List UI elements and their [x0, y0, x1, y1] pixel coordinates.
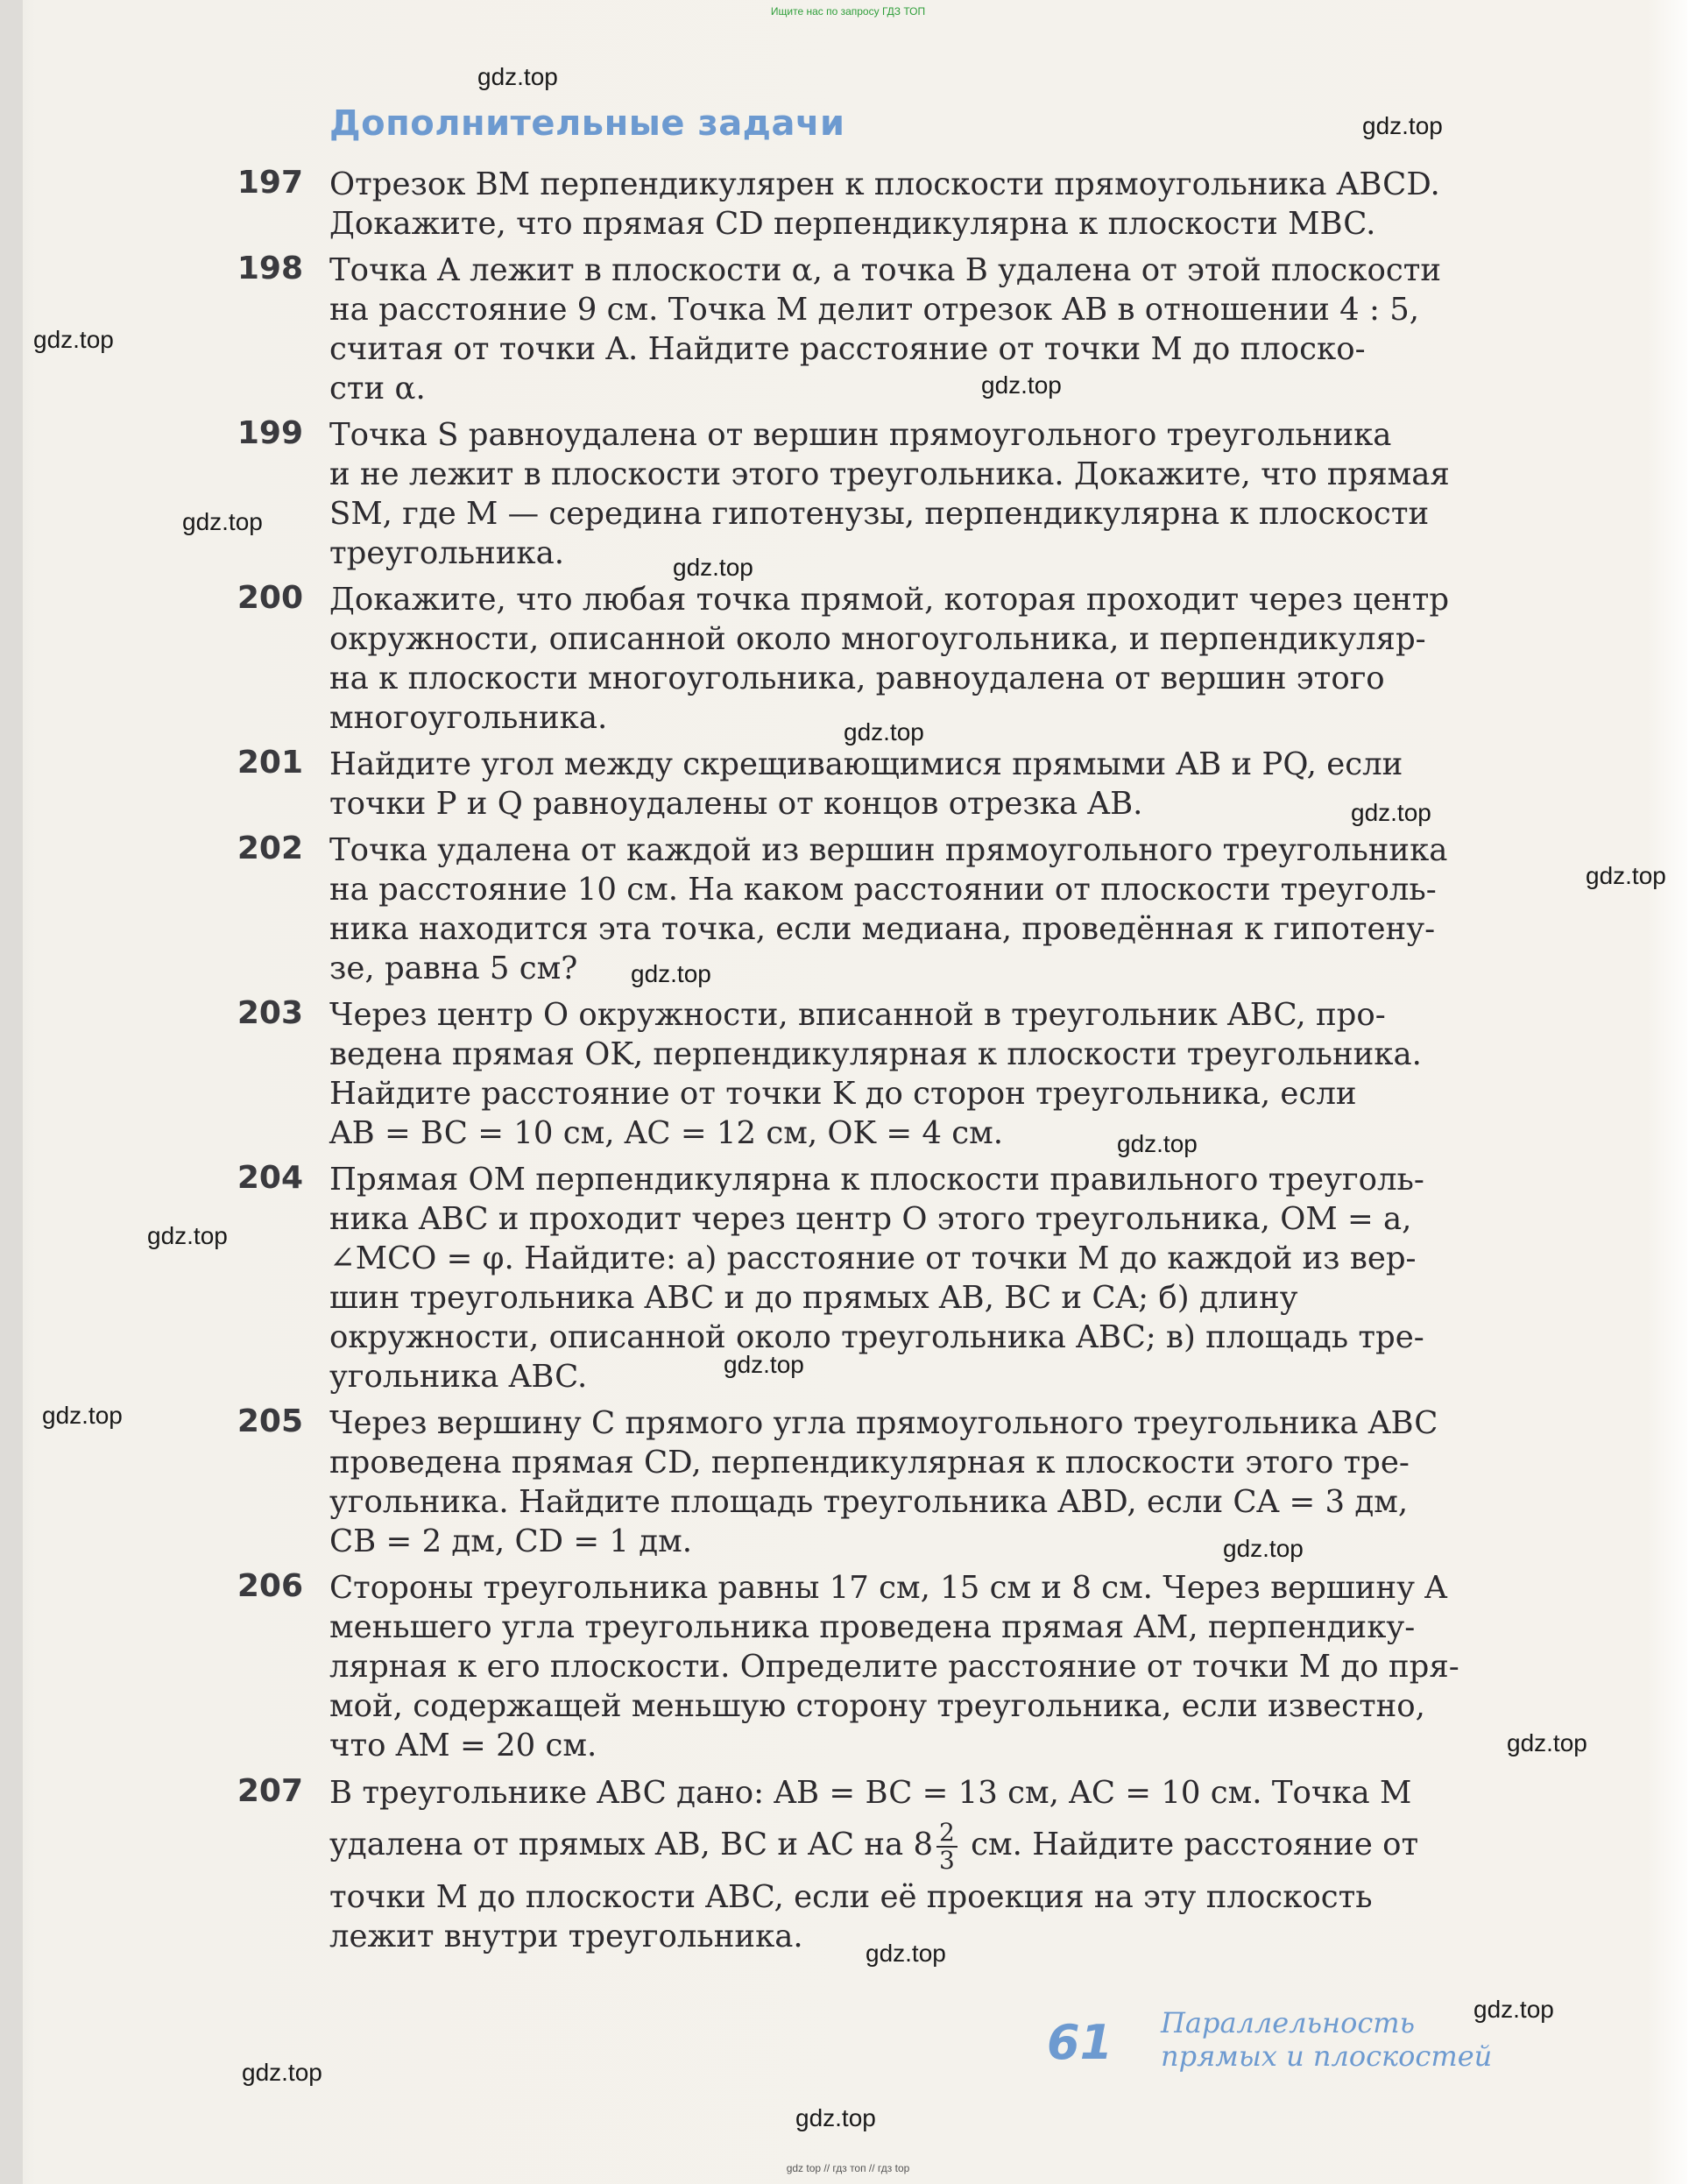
header-banner[interactable]: Ищите нас по запросу ГДЗ ТОП	[770, 5, 926, 18]
watermark: gdz.top	[981, 371, 1062, 399]
fraction-numerator: 2	[936, 1820, 958, 1848]
watermark: gdz.top	[844, 718, 924, 746]
text-line: Найдите расстояние от точки K до сторон треугольника, если	[329, 1076, 1357, 1112]
footer-banner[interactable]: gdz top // гдз топ // гдз top	[786, 2162, 910, 2174]
text-line: Через центр O окружности, вписанной в треугольник ABC, про-	[329, 997, 1386, 1033]
text-line: Точка S равноудалена от вершин прямоугольного треугольника	[329, 417, 1392, 453]
problem-number: 203	[237, 995, 303, 1031]
page-number: 61	[1047, 2015, 1113, 2070]
text-line: считая от точки A. Найдите расстояние от точки M до плоско-	[329, 331, 1366, 367]
text-line: В треугольнике ABC дано: AB = BC = 13 см, AC = 10 см. Точка M	[329, 1775, 1412, 1811]
problem-number: 199	[237, 415, 303, 451]
text-line: Стороны треугольника равны 17 см, 15 см и 8 см. Через вершину A	[329, 1570, 1447, 1606]
watermark: gdz.top	[147, 1222, 228, 1249]
text-line: окружности, описанной около треугольника ABC; в) площадь тре-	[329, 1319, 1424, 1355]
problem-text	[329, 165, 1524, 244]
page-right-margin	[1687, 0, 1696, 2184]
watermark: gdz.top	[795, 2104, 876, 2131]
problem-number: 204	[237, 1160, 303, 1196]
problem-number: 206	[237, 1568, 303, 1604]
text-fragment: см. Найдите расстояние от	[960, 1827, 1419, 1862]
watermark: gdz.top	[1507, 1729, 1587, 1756]
chapter-title-line: прямых и плоскостей	[1161, 2039, 1493, 2073]
text-line: точки M до плоскости ABC, если её проекция на эту плоскость	[329, 1879, 1373, 1915]
text-line: точки P и Q равноудалены от концов отрезка AB.	[329, 786, 1143, 822]
text-line: Отрезок BM перпендикулярен к плоскости прямоугольника ABCD.	[329, 166, 1440, 202]
problem-text	[329, 830, 1524, 988]
watermark: gdz.top	[1473, 1996, 1554, 2023]
text-line: Точка A лежит в плоскости α, а точка B удалена от этой плоскости	[329, 252, 1442, 288]
watermark: gdz.top	[724, 1351, 804, 1378]
problem-number: 197	[237, 165, 303, 201]
problem-text	[329, 580, 1524, 738]
watermark: gdz.top	[477, 63, 558, 90]
text-line: ника находится эта точка, если медиана, проведённая к гипотену-	[329, 911, 1436, 947]
text-line-with-fraction	[329, 1813, 1524, 1877]
text-line: ника ABC и проходит через центр O этого треугольника, OM = a,	[329, 1201, 1412, 1237]
text-line: CB = 2 дм, CD = 1 дм.	[329, 1523, 693, 1559]
text-line: на расстояние 10 см. На каком расстоянии от плоскости треуголь-	[329, 872, 1437, 908]
text-line: мой, содержащей меньшую сторону треугольника, если известно,	[329, 1688, 1425, 1724]
text-line: на к плоскости многоугольника, равноудалена от вершин этого	[329, 661, 1385, 696]
problem-text	[329, 995, 1524, 1153]
section-title: Дополнительные задачи	[329, 103, 845, 144]
watermark: gdz.top	[1223, 1535, 1304, 1562]
problem-number: 207	[237, 1773, 303, 1809]
problem-number: 201	[237, 745, 303, 781]
watermark: gdz.top	[1586, 862, 1666, 889]
text-line: шин треугольника ABC и до прямых AB, BC и CA; б) длину	[329, 1280, 1298, 1316]
text-line: ведена прямая OK, перпендикулярная к плоскости треугольника.	[329, 1036, 1422, 1072]
text-line: многоугольника.	[329, 700, 608, 736]
watermark: gdz.top	[866, 1940, 946, 1967]
watermark: gdz.top	[1362, 112, 1443, 139]
text-line: Точка удалена от каждой из вершин прямоугольного треугольника	[329, 832, 1448, 868]
text-line: угольника. Найдите площадь треугольника ABD, если CA = 3 дм,	[329, 1484, 1409, 1520]
text-line: сти α.	[329, 371, 426, 406]
page-binding-shadow	[0, 0, 23, 2184]
watermark: gdz.top	[631, 960, 711, 987]
problem-text	[329, 745, 1524, 823]
text-line: лежит внутри треугольника.	[329, 1919, 803, 1954]
problem-text	[329, 1160, 1524, 1396]
problem-text	[329, 1568, 1524, 1765]
text-line: что AM = 20 см.	[329, 1728, 597, 1763]
problem-number: 202	[237, 830, 303, 866]
chapter-title	[1161, 2006, 1492, 2073]
fraction	[936, 1817, 958, 1875]
problem-text	[329, 1403, 1524, 1561]
text-line: лярная к его плоскости. Определите расстояние от точки M до пря-	[329, 1649, 1459, 1685]
problem-number: 205	[237, 1403, 303, 1439]
problem-text	[329, 1773, 1524, 1956]
fraction-denominator: 3	[939, 1845, 955, 1875]
text-line: меньшего угла треугольника проведена прямая AM, перпендику-	[329, 1609, 1416, 1645]
watermark: gdz.top	[42, 1402, 123, 1429]
text-line: Найдите угол между скрещивающимися прямыми AB и PQ, если	[329, 746, 1403, 782]
text-line: зе, равна 5 см?	[329, 951, 578, 986]
text-line: Прямая OM перпендикулярна к плоскости правильного треуголь-	[329, 1162, 1424, 1198]
watermark: gdz.top	[182, 508, 263, 535]
text-line: угольника ABC.	[329, 1359, 588, 1395]
chapter-title-line: Параллельность	[1161, 2006, 1416, 2039]
problem-text	[329, 251, 1524, 408]
text-line: Докажите, что прямая CD перпендикулярна к плоскости MBC.	[329, 206, 1376, 242]
watermark: gdz.top	[1117, 1130, 1198, 1157]
text-line: Докажите, что любая точка прямой, которая проходит через центр	[329, 582, 1450, 618]
text-line: окружности, описанной около многоугольника, и перпендикуляр-	[329, 621, 1426, 657]
text-line: проведена прямая CD, перпендикулярная к плоскости этого тре-	[329, 1445, 1410, 1481]
text-line: AB = BC = 10 см, AC = 12 см, OK = 4 см.	[329, 1115, 1004, 1151]
text-line: Через вершину C прямого угла прямоугольного треугольника ABC	[329, 1405, 1438, 1441]
watermark: gdz.top	[242, 2059, 322, 2086]
text-line: треугольника.	[329, 535, 565, 571]
text-line: ∠MCO = φ. Найдите: а) расстояние от точки M до каждой из вер-	[329, 1240, 1417, 1276]
text-fragment: удалена от прямых AB, BC и AC на 8	[329, 1827, 934, 1862]
problem-text	[329, 415, 1524, 573]
watermark: gdz.top	[673, 554, 753, 581]
text-line: SM, где M — середина гипотенузы, перпендикулярна к плоскости	[329, 496, 1430, 532]
problem-number: 200	[237, 580, 303, 616]
watermark: gdz.top	[33, 326, 114, 353]
text-line: и не лежит в плоскости этого треугольника. Докажите, что прямая	[329, 456, 1450, 492]
text-line: на расстояние 9 см. Точка M делит отрезок AB в отношении 4 : 5,	[329, 292, 1420, 328]
problem-number: 198	[237, 251, 303, 286]
watermark: gdz.top	[1351, 799, 1431, 826]
